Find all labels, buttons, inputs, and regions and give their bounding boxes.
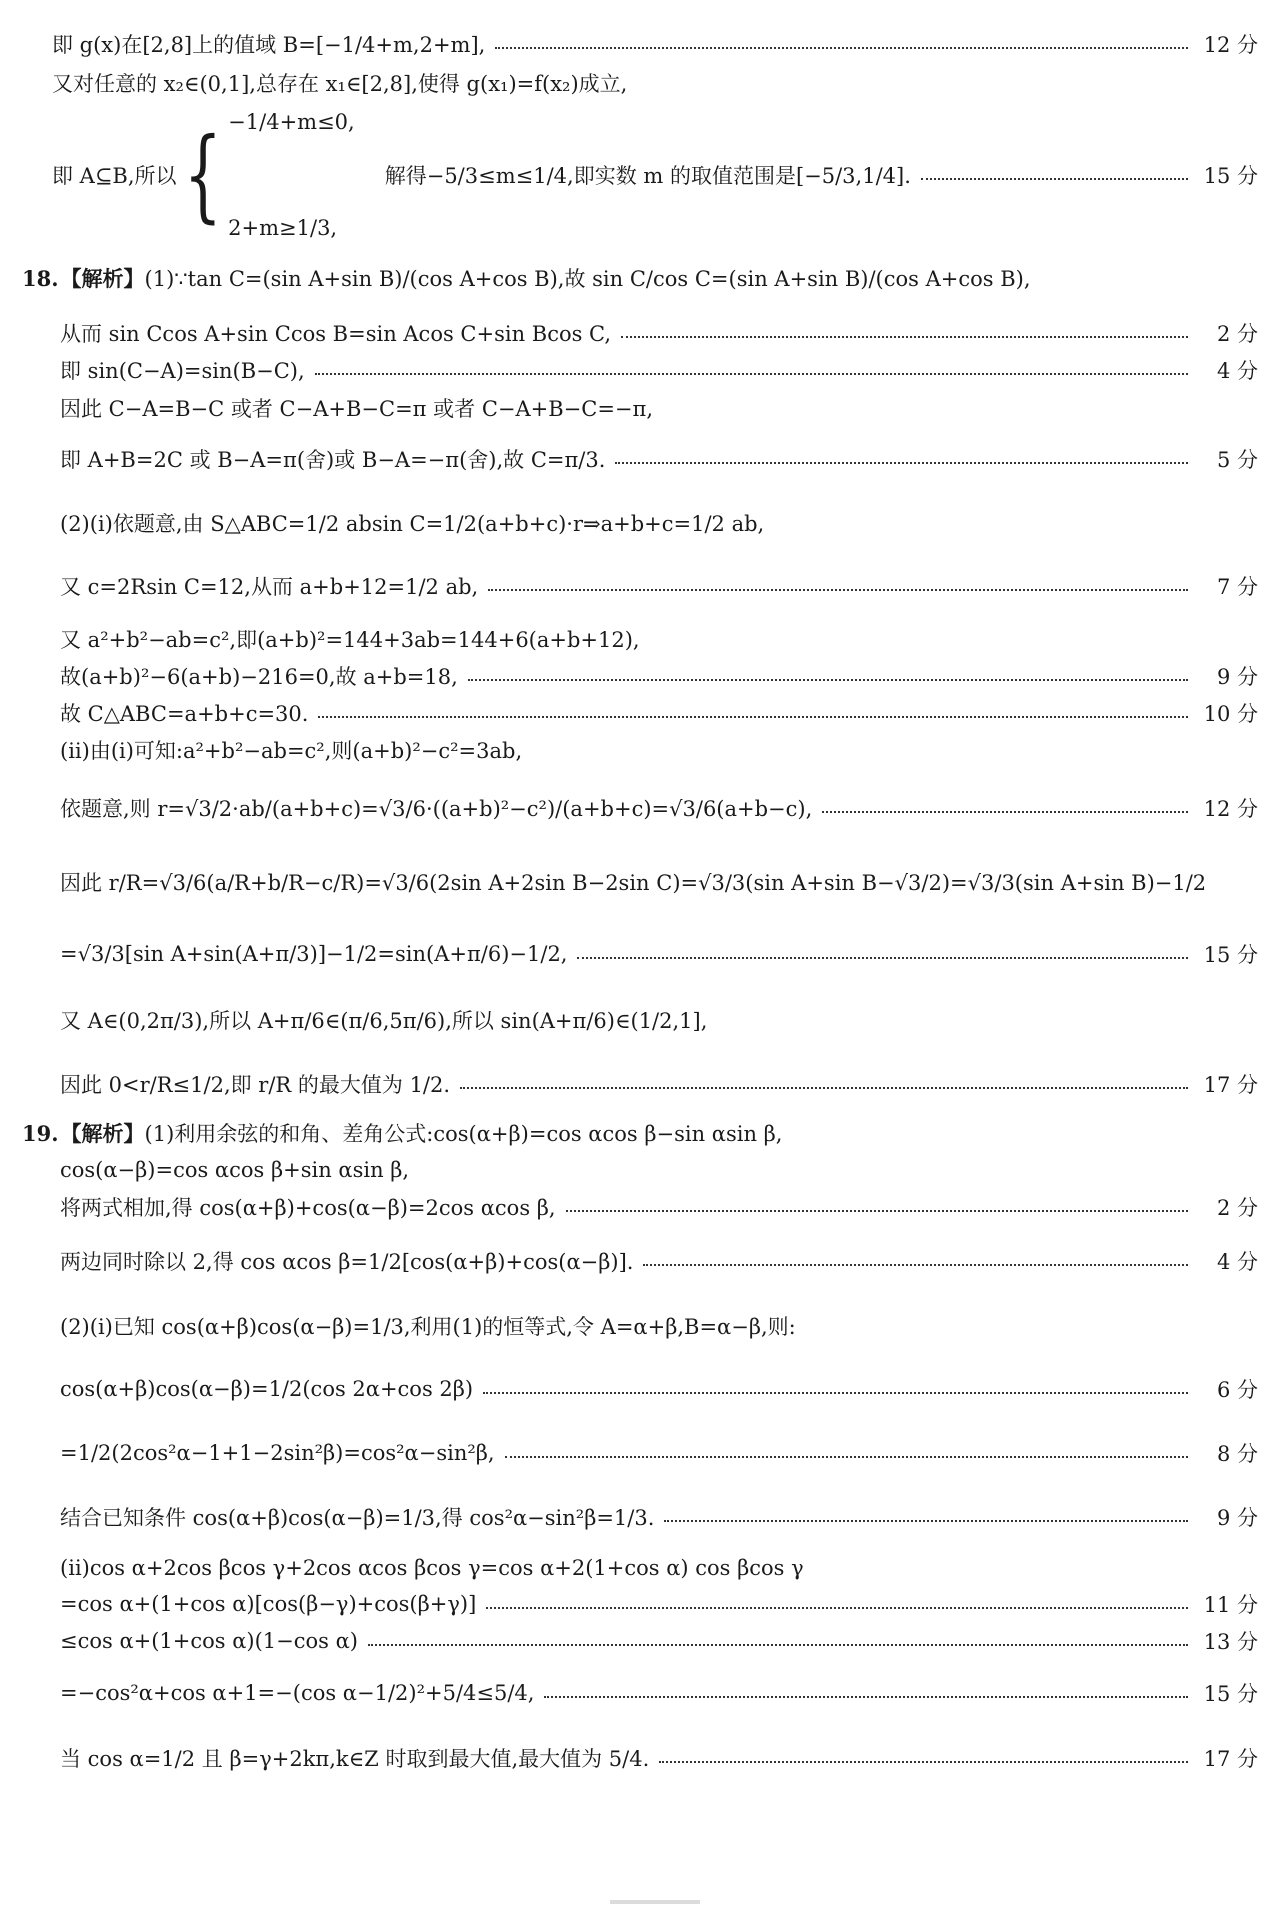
q18-line-10-text: (ⅱ)由(ⅰ)可知:a²+b²−ab=c²,则(a+b)²−c²=3ab, [60,739,523,763]
q19-line-8-text: (ⅱ)cos α+2cos βcos γ+2cos αcos βcos γ=cos α+2(1+cos α) cos βcos γ [60,1556,804,1580]
q17-line-3-text: 解得−5/3≤m≤1/4,即实数 m 的取值范围是[−5/3,1/4]. [384,164,911,188]
dot-leader [460,1087,1188,1089]
q18-line-9-text: 故 C△ABC=a+b+c=30. [60,702,309,726]
score-label: 5 分 [1216,448,1258,472]
q18-line-2 [60,355,1258,385]
q19-line-6 [60,1430,1258,1476]
score-label: 10 分 [1203,702,1258,726]
score-label: 2 分 [1216,322,1258,346]
q18-line-12 [60,856,1258,908]
q19-line-7-text: 结合已知条件 cos(α+β)cos(α−β)=1/3,得 cos²α−sin²β=1/3. [60,1506,655,1530]
score-label: 9 分 [1216,1506,1258,1530]
score-label: 12 分 [1203,797,1258,821]
q18-line-10 [60,735,1258,765]
dot-leader [486,1607,1188,1609]
dot-leader [368,1644,1188,1646]
score-label: 11 分 [1203,1593,1258,1617]
dot-leader [643,1264,1188,1266]
q19-line-10-text: ≤cos α+(1+cos α)(1−cos α) [60,1629,358,1653]
q18-line-1 [60,318,1258,348]
q18-line-6-text: 又 c=2Rsin C=12,从而 a+b+12=1/2 ab, [60,575,479,599]
q19-line-1-text: cos(α−β)=cos αcos β+sin αsin β, [60,1158,410,1182]
q18-line-12-text: 因此 r/R=√3/6(a/R+b/R−c/R)=√3/6(2sin A+2sin B−2sin C)=√3/3(sin A+sin B−√3/2)=√3/3(sin A+sin B)−1/2 [60,871,1207,895]
dot-leader [615,462,1188,464]
q18-line-3-text: 因此 C−A=B−C 或者 C−A+B−C=π 或者 C−A+B−C=−π, [60,397,654,421]
q18-line-8 [60,661,1258,691]
q18-line-8-text: 故(a+b)²−6(a+b)−216=0,故 a+b=18, [60,665,458,689]
q19-line-8 [60,1553,1258,1583]
q18-line-7 [60,624,1258,654]
dot-leader [315,373,1188,375]
dot-leader [318,716,1188,718]
score-label: 15 分 [1203,943,1258,967]
q17-line-1 [52,24,1258,64]
dot-leader [577,957,1188,959]
q19-line-12-text: 当 cos α=1/2 且 β=γ+2kπ,k∈Z 时取到最大值,最大值为 5/4. [60,1747,650,1771]
q19-line-5 [60,1366,1258,1412]
q18-line-4-text: 即 A+B=2C 或 B−A=π(舍)或 B−A=−π(舍),故 C=π/3. [60,448,606,472]
score-label: 4 分 [1216,1250,1258,1274]
inequality-system [228,110,355,240]
score-label: 9 分 [1216,665,1258,689]
q18-line-15 [60,1058,1258,1110]
dot-leader [495,47,1188,49]
q19-line-3 [60,1238,1258,1284]
q18-line-0-text: (1)∵tan C=(sin A+sin B)/(cos A+cos B),故 sin C/cos C=(sin A+sin B)/(cos A+cos B), [144,267,1031,291]
score-label: 2 分 [1216,1196,1258,1220]
q19-line-0 [22,1118,1258,1148]
dot-leader [505,1456,1188,1458]
q19-line-9 [60,1589,1258,1619]
q19-line-4 [60,1303,1258,1349]
q17-line-2 [52,66,1258,100]
q19-line-11-text: =−cos²α+cos α+1=−(cos α−1/2)²+5/4≤5/4, [60,1681,535,1705]
dot-leader [659,1761,1188,1763]
system-row-1: −1/4+m≤0, [228,110,355,134]
q18-line-1-text: 从而 sin Ccos A+sin Ccos B=sin Acos C+sin Bcos C, [60,322,612,346]
q18-line-5-text: (2)(ⅰ)依题意,由 S△ABC=1/2 absin C=1/2(a+b+c)·r⇒a+b+c=1/2 ab, [60,512,765,536]
dot-leader [921,178,1188,180]
q18-line-14 [60,994,1258,1046]
score-label: 17 分 [1203,1747,1258,1771]
dot-leader [621,336,1188,338]
q19-line-2-text: 将两式相加,得 cos(α+β)+cos(α−β)=2cos αcos β, [60,1196,556,1220]
q19-line-1 [60,1155,1258,1185]
dot-leader [544,1696,1188,1698]
q17-line-2-text: 又对任意的 x₂∈(0,1],总存在 x₁∈[2,8],使得 g(x₁)=f(x₂)成立, [52,72,628,96]
q18-line-15-text: 因此 0<r/R≤1/2,即 r/R 的最大值为 1/2. [60,1073,451,1097]
dot-leader [566,1210,1188,1212]
q18-line-3 [60,393,1258,423]
q19-line-9-text: =cos α+(1+cos α)[cos(β−γ)+cos(β+γ)] [60,1592,477,1616]
q19-line-12 [60,1735,1258,1781]
q19-line-5-text: cos(α+β)cos(α−β)=1/2(cos 2α+cos 2β) [60,1377,474,1401]
score-label: 13 分 [1203,1630,1258,1654]
bottom-scroll-indicator [610,1900,700,1904]
q17-line-3-lead: 即 A⊆B,所以 [52,164,177,188]
q18-line-11 [60,782,1258,834]
analysis-tag: 【解析】 [60,266,145,291]
q18-line-11-text: 依题意,则 r=√3/2·ab/(a+b+c)=√3/6·((a+b)²−c²)/(a+b+c)=√3/6(a+b−c), [60,797,813,821]
analysis-tag: 【解析】 [60,1121,145,1146]
q18-line-7-text: 又 a²+b²−ab=c²,即(a+b)²=144+3ab=144+6(a+b+12), [60,628,640,652]
score-label: 4 分 [1216,359,1258,383]
dot-leader [488,589,1188,591]
dot-leader [822,811,1188,813]
question-number: 18. [22,265,59,291]
q19-line-2 [60,1192,1258,1222]
q18-line-13-text: =√3/3[sin A+sin(A+π/3)]−1/2=sin(A+π/6)−1/2, [60,942,568,966]
q18-line-2-text: 即 sin(C−A)=sin(B−C), [60,359,305,383]
q19-line-4-text: (2)(ⅰ)已知 cos(α+β)cos(α−β)=1/3,利用(1)的恒等式,令 A=α+β,B=α−β,则: [60,1315,796,1339]
score-label: 17 分 [1203,1073,1258,1097]
q18-line-13 [60,928,1258,980]
q17-line-3 [52,110,1258,240]
q18-line-5 [60,500,1258,546]
dot-leader [468,679,1188,681]
score-label: 12 分 [1203,33,1258,57]
q19-line-0-text: (1)利用余弦的和角、差角公式:cos(α+β)=cos αcos β−sin αsin β, [144,1122,783,1146]
system-brace: { [183,116,222,233]
q19-line-7 [60,1494,1258,1540]
q19-line-11 [60,1670,1258,1716]
score-label: 15 分 [1203,164,1258,188]
score-label: 7 分 [1216,575,1258,599]
q18-line-0 [22,252,1258,304]
q19-line-3-text: 两边同时除以 2,得 cos αcos β=1/2[cos(α+β)+cos(α−β)]. [60,1250,634,1274]
dot-leader [664,1520,1188,1522]
q19-line-6-text: =1/2(2cos²α−1+1−2sin²β)=cos²α−sin²β, [60,1441,495,1465]
q18-line-14-text: 又 A∈(0,2π/3),所以 A+π/6∈(π/6,5π/6),所以 sin(A+π/6)∈(1/2,1], [60,1009,708,1033]
q18-line-4 [60,436,1258,482]
q17-line-1-text: 即 g(x)在[2,8]上的值域 B=[−1/4+m,2+m], [52,33,486,57]
system-row-2: 2+m≥1/3, [228,216,338,240]
q18-line-6 [60,563,1258,609]
q18-line-9 [60,698,1258,728]
q19-line-10 [60,1626,1258,1656]
dot-leader [483,1392,1188,1394]
score-label: 15 分 [1203,1682,1258,1706]
score-label: 6 分 [1216,1378,1258,1402]
score-label: 8 分 [1216,1442,1258,1466]
question-number: 19. [22,1120,59,1146]
